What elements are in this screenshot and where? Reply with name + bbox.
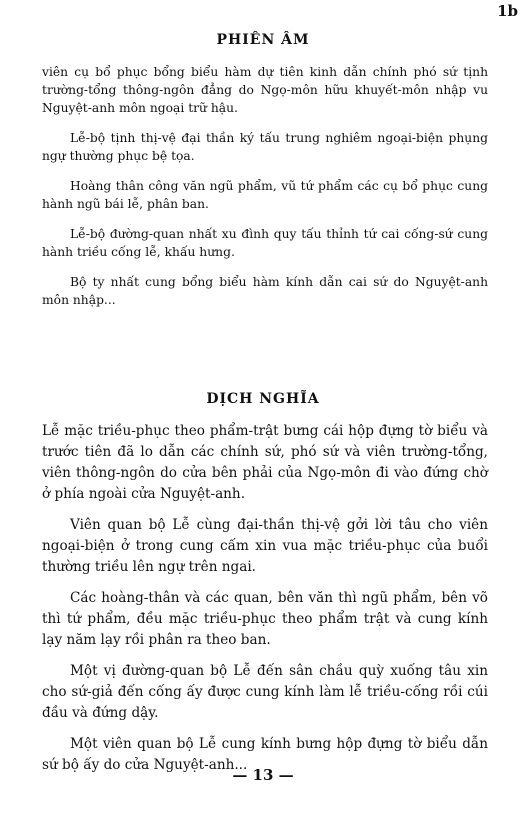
phien-am-heading: PHIÊN ÂM — [216, 32, 310, 48]
dich-nghia-paragraph: Viên quan bộ Lễ cùng đại-thần thị-vệ gởi lời tâu cho viên ngoại-biện ở trong cung cấm xin vua mặc triều-phục của buổi thường triều lên ngự trên ngai. — [42, 517, 488, 575]
phien-am-section — [42, 63, 488, 309]
dich-nghia-paragraph: Các hoàng-thân và các quan, bên văn thì ngũ phẩm, bên võ thì tứ phẩm, đều mặc triều-phục theo phẩm trật và cung kính lạy năm lạy rồi phân ra theo ban. — [42, 590, 488, 648]
phien-am-paragraph: Hoàng thân công văn ngũ phẩm, vũ tứ phẩm các cụ bổ phục cung hành ngũ bái lễ, phân ban. — [42, 179, 488, 211]
dich-nghia-paragraph: Một viên quan bộ Lễ cung kính bưng hộp đựng tờ biểu dẫn sứ bộ ấy do cửa Nguyệt-anh... — [42, 736, 488, 773]
dich-nghia-paragraph: Lễ mặc triều-phục theo phẩm-trật bưng cái hộp đựng tờ biểu và trước tiên đã lo dẫn các chính sứ, phó sứ và viên trường-tổng, viên thông-ngôn do cửa bên phải của Ngọ-môn đi vào đứng chờ ở phía ngoài cửa Nguyệt-anh. — [42, 423, 488, 502]
phien-am-paragraph: Bộ ty nhất cung bổng biểu hàm kính dẫn cai sứ do Nguyệt-anh môn nhập... — [42, 275, 488, 307]
dich-nghia-paragraph: Một vị đường-quan bộ Lễ đến sân chầu quỳ xuống tâu xin cho sứ-giả đến cống ấy được cung kính làm lễ triều-cống rồi cúi đầu và đứng dậy. — [42, 663, 488, 721]
dich-nghia-section — [42, 421, 488, 776]
phien-am-paragraph: Lễ-bộ tịnh thị-vệ đại thần ký tấu trung nghiêm ngoại-biện phụng ngự thường phục bệ tọa. — [42, 131, 488, 163]
page-label: 1b — [497, 2, 518, 20]
phien-am-paragraph: viên cụ bổ phục bổng biểu hàm dự tiên kinh dẫn chính phó sứ tịnh trường-tổng thông-ngôn đẳng do Ngọ-môn hữu khuyết-môn nhập vu Nguyệt-anh môn ngoại trữ hậu. — [42, 65, 488, 115]
page-number: — 13 — — [232, 766, 294, 784]
dich-nghia-heading: DỊCH NGHĨA — [206, 391, 320, 407]
phien-am-paragraph: Lễ-bộ đường-quan nhất xu đình quy tấu thỉnh tứ cai cống-sứ cung hành triều cống lễ, khấu hưng. — [42, 227, 488, 259]
